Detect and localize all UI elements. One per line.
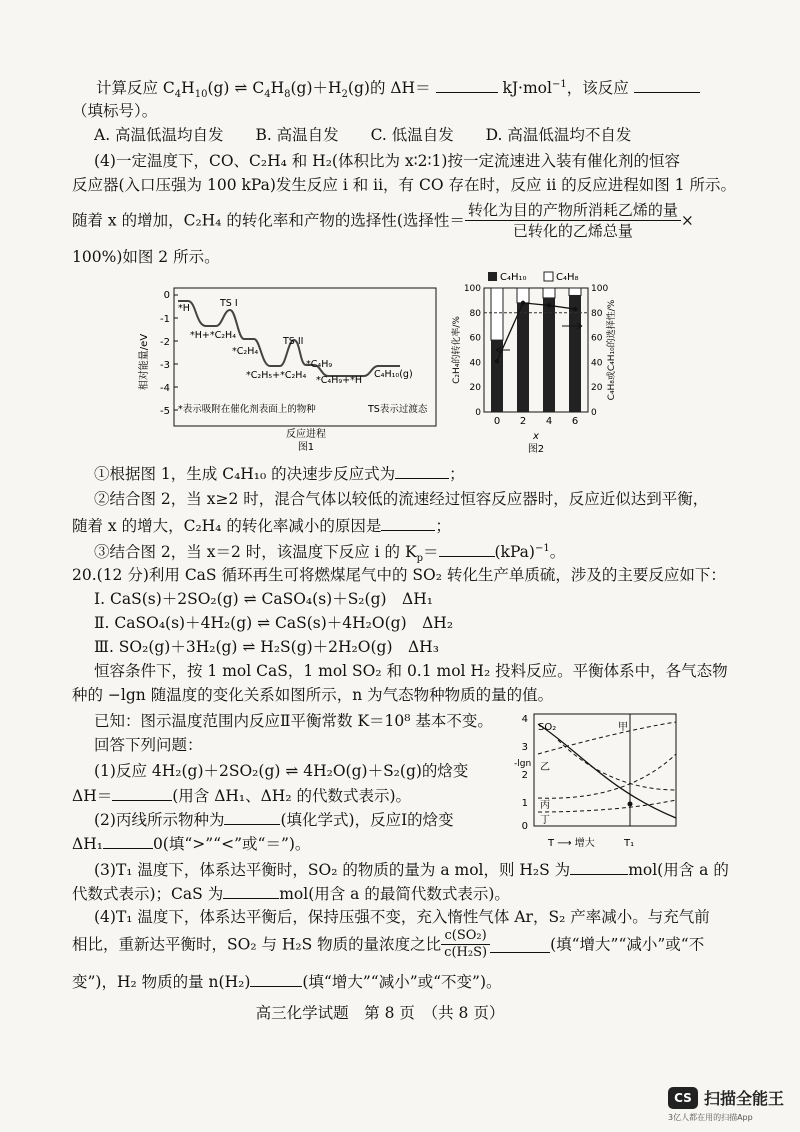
q20-line6: 种的 −lgn 随温度的变化关系如图所示，n 为气态物种物质的量的值。 [72,686,554,704]
fig3-t1-label: T₁ [624,838,635,849]
fig2-ytick-right: 40 [591,358,603,369]
figure-1-energy-diagram [138,282,450,454]
fig3-label-jia: 甲 [618,722,628,733]
answer-blank[interactable] [439,540,495,557]
q20-2b: ΔH₁ 0(填“>”“<”或“＝”)。 [72,832,800,855]
fig1-label-c2h4: *C₂H₄ [232,346,259,357]
fig2-bar-c4h8 [491,288,503,340]
fig1-ylabel: 相对能量/eV [139,333,150,391]
fig1-ytick: -4 [160,383,170,394]
fig1-ytick: -3 [160,360,170,371]
answer-blank[interactable] [436,76,498,93]
fig1-note-right: TS表示过渡态 [368,404,428,415]
option-c: C. 低温自发 [370,126,454,144]
answer-blank[interactable] [634,76,700,93]
fig2-legend-swatch-c4h8 [544,272,553,281]
sub2-line1: ②结合图 2，当 x≥2 时，混合气体以较低的流速经过恒容反应器时，反应近似达到平衡， [94,490,709,508]
fig3-label-so2: SO₂ [538,722,557,733]
page-footer: 高三化学试题 第 8 页 （共 8 页） [255,1004,505,1022]
fig3-intersection-point [628,802,633,807]
answer-blank[interactable] [103,832,153,849]
fig2-legend-c4h10: C₄H₁₀ [500,272,527,283]
fig1-ytick: -1 [160,314,170,325]
scanner-app-subtitle: 3亿人都在用的扫描App [667,1113,753,1122]
fig1-label-ts1: TS I [220,298,238,309]
q20-3a: (3)T₁ 温度下，体系达平衡时，SO₂ 的物质的量为 a mol，则 H₂S 为 mol(用含 a 的 [94,858,800,881]
equilibrium-arrow-icon: ⇌ [234,79,248,97]
q3-line2: （填标号）。 [72,102,158,120]
fig2-ytick-left: 20 [469,383,481,394]
fig3-ylabel: -lgn [514,759,532,769]
option-b: B. 高温自发 [255,126,339,144]
fig3-label-yi: 乙 [540,762,550,773]
sub1: ①根据图 1，生成 C₄H₁₀ 的决速步反应式为 ； [94,462,800,485]
q3-line1: 计算反应 $C_4H_{10}(g)$ ⇌ $C_4H_8(g)+H_2(g)$的 ΔH＝ kJ·mol$^{-1}$，该反应 [96,76,800,99]
fig3-curve-bing [538,754,676,798]
fig3-curve-so2 [538,724,676,818]
fig2-xtick: 6 [571,416,579,427]
fig2-ytick-left: 100 [463,284,481,294]
fig1-label-h-c2h4: *H+*C₂H₄ [190,330,236,341]
fig2-conversion-point [547,303,551,307]
fig2-xtick: 4 [545,416,553,427]
fig2-ytick-right: 60 [591,333,603,344]
fig1-ytick: -5 [160,406,170,417]
q20-1a: (1)反应 4H₂(g)＋2SO₂(g) ⇌ 4H₂O(g)＋S₂(g)的焓变 [94,762,469,780]
answer-blank[interactable] [570,858,628,875]
fig1-note-left: *表示吸附在催化剂表面上的物种 [178,404,316,415]
q4-line2: 反应器(入口压强为 100 kPa)发生反应 i 和 ii，有 CO 存在时，反应 ii 的反应进程如图 1 所示。 [72,176,736,194]
fig2-xlabel: x [533,431,539,442]
fig3-xlabel: T ⟶ 增大 [548,838,595,849]
q4-line3: 随着 x 的增加，C₂H₄ 的转化率和产物的选择性(选择性＝ $\frac{\text{转化为目的产物所消耗乙烯的量}}{\text{已转化的乙烯总量}}$ × [72,201,694,240]
fig1-label-c4h10: C₄H₁₀(g) [374,369,413,380]
fig2-ytick-right: 80 [591,308,603,319]
fig2-conversion-point [521,301,525,305]
fig2-ytick-left: 80 [469,308,481,319]
fig2-xtick: 2 [519,416,527,427]
answer-blank[interactable] [395,462,449,479]
figure-3-lgn-chart [508,710,688,854]
fig2-bar-c4h8 [569,288,581,295]
answer-blank[interactable] [112,784,172,801]
fig2-conversion-point [573,307,577,311]
q20-4a: (4)T₁ 温度下，体系达平衡后，保持压强不变，充入惰性气体 Ar，S₂ 产率减小。与充气前 [94,908,710,926]
reaction-3: Ⅲ. SO₂(g)＋3H₂(g) ⇌ H₂S(g)＋2H₂O(g) ΔH₃ [94,638,439,656]
fig3-ytick: 3 [521,742,528,753]
fig1-label-c4h9-h: *C₄H₉+*H [316,375,362,386]
fig1-label-ts2: TS II [283,336,304,347]
selectivity-fraction: $\frac{\text{转化为目的产物所消耗乙烯的量}}{\text{已转化的乙烯总量}}$ [465,200,681,241]
fig3-curve-yi [558,740,676,790]
fig2-legend-swatch-c4h10 [488,272,497,281]
fig3-ytick: 1 [521,798,528,809]
answer-blank[interactable] [490,936,550,953]
option-a: A. 高温低温均自发 [94,126,224,144]
fig2-ytick-right: 0 [591,408,597,418]
scanner-watermark [668,1086,784,1123]
option-d: D. 高温低温均不自发 [485,126,632,144]
fig3-curve-ding [538,800,676,812]
fig1-label-c2h5-c2h4: *C₂H₅+*C₂H₄ [246,370,307,381]
answer-blank[interactable] [250,970,302,987]
q4-line4: 100%)如图 2 所示。 [72,248,220,266]
concentration-ratio-fraction: $\frac{\text{c(SO₂)}}{\text{c(H₂S)}}$ [441,928,490,961]
fig2-bar-c4h8 [517,288,529,303]
q20-3b: 代数式表示)；CaS 为 mol(用含 a 的最简代数式表示)。 [72,882,800,905]
fig2-bar-c4h10 [517,303,529,412]
fig2-ytick-right: 20 [591,383,603,394]
fig2-conversion-line [497,303,575,361]
answer-blank[interactable] [223,882,279,899]
fig3-curve-jia [538,722,676,754]
scanner-app-title: 扫描全能王 [703,1089,784,1108]
fig2-ytick-right: 100 [591,284,609,294]
fig2-conversion-point [495,359,499,363]
fig2-xtick: 0 [493,416,501,427]
options-row [94,124,800,146]
q20-answer-prompt: 回答下列问题： [94,736,203,754]
answer-blank[interactable] [224,808,280,825]
fig1-label-h: *H [178,303,190,314]
q20-line1: 20.(12 分)利用 CaS 循环再生可将燃煤尾气中的 SO₂ 转化生产单质硫，涉及的主要反应如下： [72,566,726,584]
fig2-ylabel-right: C₄H₈或C₄H₁₀的选择性/% [607,299,617,401]
reaction-2: Ⅱ. CaSO₄(s)＋4H₂(g) ⇌ CaS(s)＋4H₂O(g) ΔH₂ [94,614,454,632]
fig1-caption: 图1 [297,442,315,453]
fig2-ytick-left: 60 [469,333,481,344]
fig1-ytick: 0 [163,290,170,301]
fig2-ytick-left: 40 [469,358,481,369]
sub3: ③结合图 2，当 x＝2 时，该温度下反应 i 的 $K_p= (kPa)^{-1}$。 [94,540,800,563]
fig3-ytick: 0 [521,821,528,832]
fig2-legend-c4h8: C₄H₈ [556,272,579,283]
reaction-1: Ⅰ. CaS(s)＋2SO₂(g) ⇌ CaSO₄(s)＋S₂(g) ΔH₁ [94,590,433,608]
fig2-bar-c4h10 [543,298,555,412]
fig3-ytick: 4 [521,714,528,725]
q20-1b: ΔH＝ (用含 ΔH₁、ΔH₂ 的代数式表示)。 [72,784,800,807]
cs-logo-icon: CS [668,1087,698,1109]
fig1-xlabel: 反应进程 [286,429,326,440]
q20-2a: (2)丙线所示物种为 (填化学式)，反应Ⅰ的焓变 [94,808,800,831]
fig1-ytick: -2 [160,337,170,348]
q20-4c: 变”)，H₂ 物质的量 n(H₂) (填“增大”“减小”或“不变”)。 [72,970,800,993]
figure-2-bar-chart [450,268,618,454]
fig2-bar-c4h8 [543,288,555,298]
sub2-line2: 随着 x 的增大，C₂H₄ 的转化率减小的原因是 ； [72,514,800,537]
q20-4b: 相比，重新达平衡时，SO₂ 与 H₂S 物质的量浓度之比 $\frac{\text{c(SO₂)}}{\text{c(H₂S)}}$ (填“增大”“减小”或“不 [72,928,705,960]
answer-blank[interactable] [381,514,435,531]
q20-known: 已知：图示温度范围内反应Ⅱ平衡常数 K＝10⁸ 基本不变。 [94,712,493,730]
fig3-label-bing: 丙 [540,800,550,811]
fig2-ytick-left: 0 [475,408,481,418]
fig2-ylabel-left: C₂H₄的转化率/% [452,316,462,384]
fig3-label-ding: 丁 [540,815,550,826]
fig3-ytick: 2 [521,770,528,781]
q4-line1: (4)一定温度下，CO、C₂H₄ 和 H₂(体积比为 x∶2∶1)按一定流速进入装有催化剂的恒容 [94,152,680,170]
q20-line5: 恒容条件下，按 1 mol CaS，1 mol SO₂ 和 0.1 mol H₂ 投料反应。平衡体系中，各气态物 [94,662,728,680]
fig2-caption: 图2 [527,444,545,454]
fig1-label-c4h9: *C₄H₉ [306,359,333,370]
